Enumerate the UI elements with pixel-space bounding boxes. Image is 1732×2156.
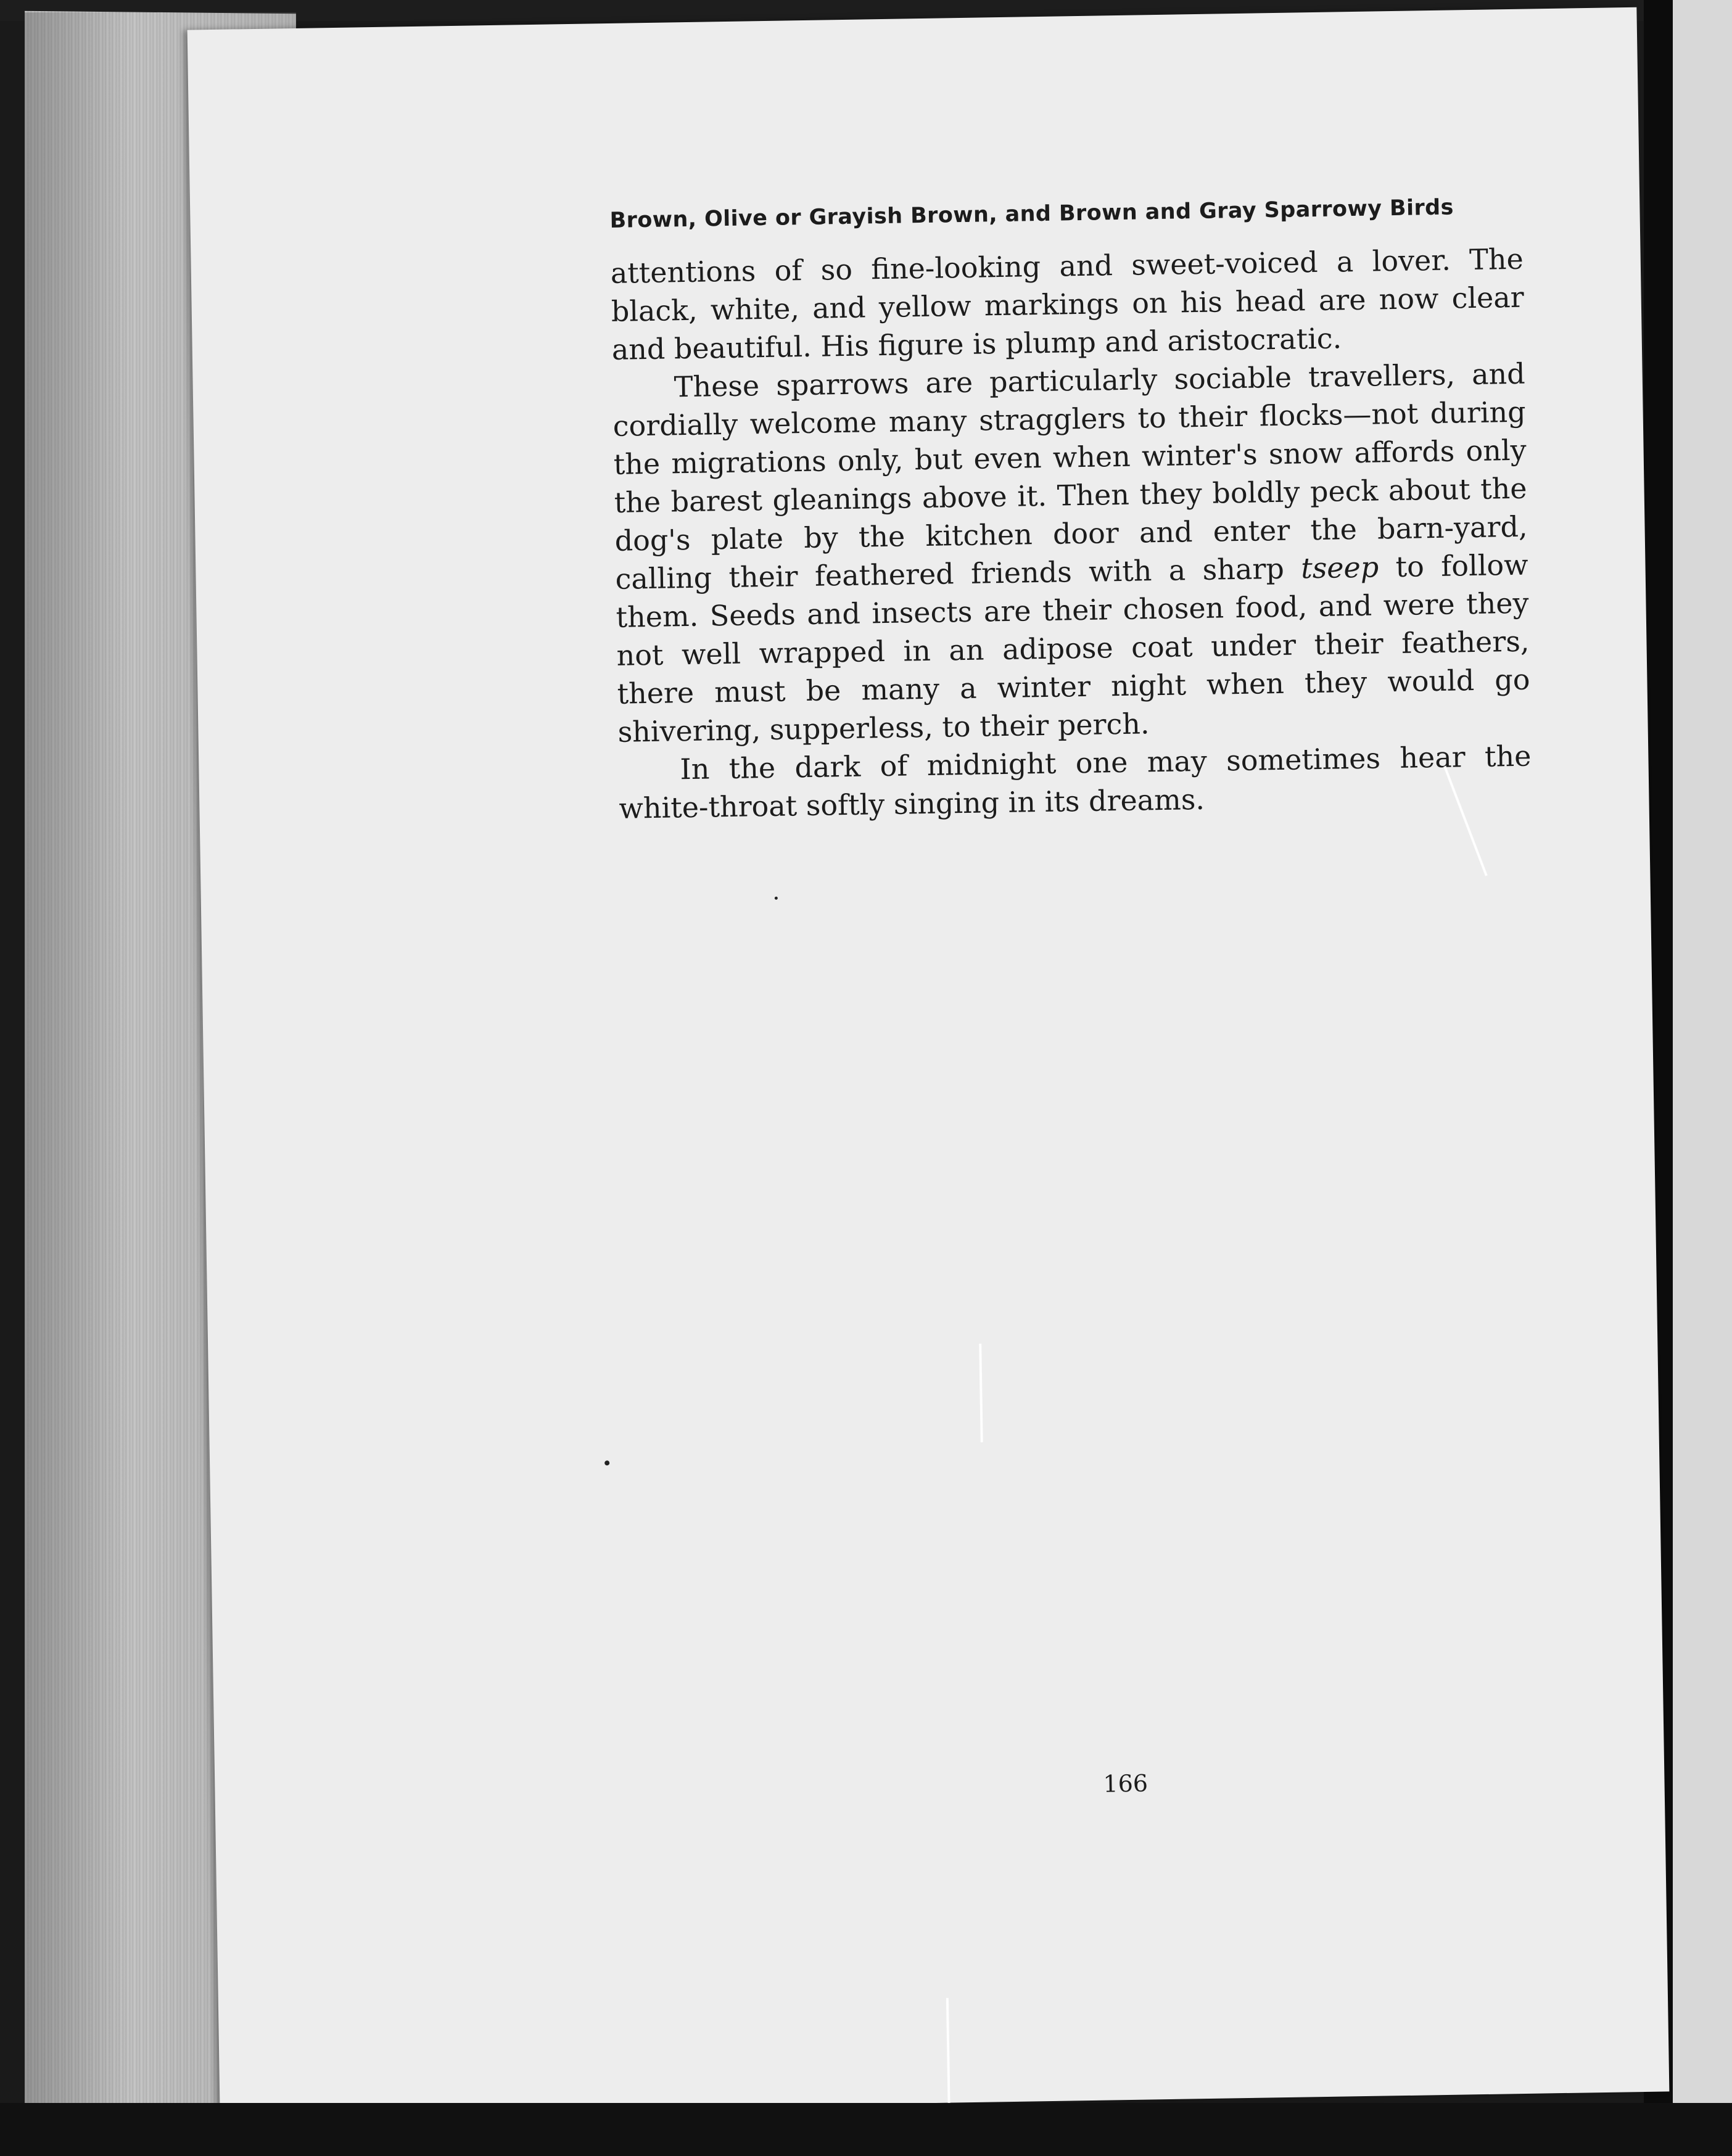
paragraph-2-part-1: These sparrows are particularly sociable travellers, and cordially welcome many stragglers to their flocks—not during the migrations only, but even when winter's snow affords only the barest gleanings above it. Then they boldly peck about the dog's plate by the kitchen door and enter the barn-yard, calling their feathered friends with a sharp (612, 356, 1528, 596)
page-number: 166 (1103, 1769, 1148, 1798)
paragraph-2 (612, 355, 1531, 751)
body-text (610, 240, 1532, 828)
book-page (188, 7, 1670, 2114)
paragraph-2-emphasis: tseep (1300, 550, 1379, 585)
running-head: Brown, Olive or Grayish Brown, and Brown and Gray Sparrowy Birds (609, 195, 1454, 233)
page-content (609, 194, 1532, 828)
scratch-mark (979, 1344, 983, 1442)
paragraph-3: In the dark of midnight one may sometimes hear the white-throat softly singing in its dreams. (619, 739, 1532, 825)
facing-page-sliver (1673, 0, 1732, 2156)
paragraph-2-part-2: to follow them. Seeds and insects are their chosen food, and were they not well wrapped in an adipose coat under their feathers, there must be many a winter night when they would go shivering, supperless, to their perch. (616, 548, 1530, 749)
scan-bottom-edge (0, 2103, 1732, 2156)
dust-speck (604, 1460, 609, 1465)
dust-speck (775, 897, 778, 900)
paragraph-1: attentions of so fine-looking and sweet-voiced a lover. The black, white, and yellow markings on his head are now clear and beautiful. His figure is plump and aristocratic. (610, 242, 1525, 366)
